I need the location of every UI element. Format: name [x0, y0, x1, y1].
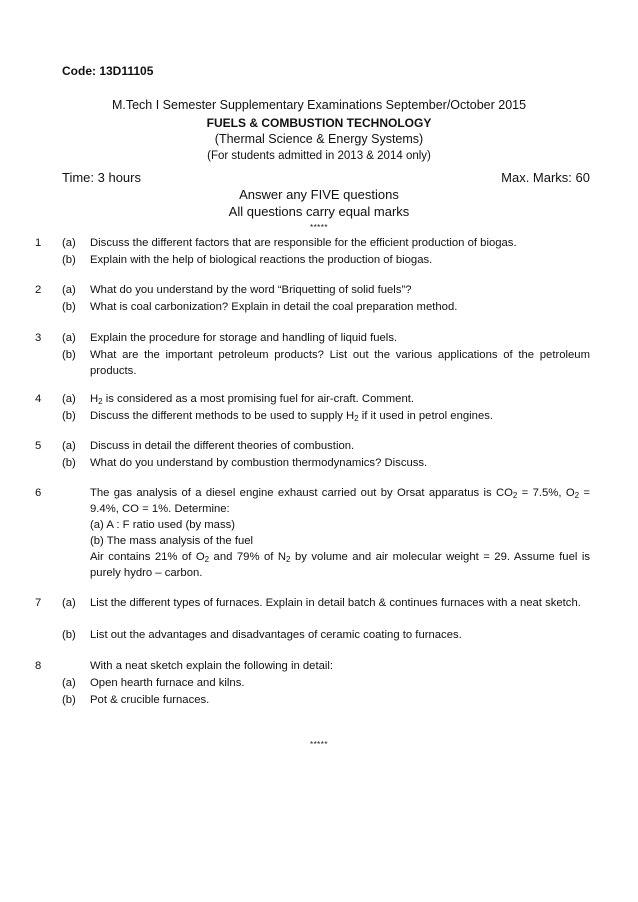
question-4a-text: $H_2$ is considered as a most promising fuel for air-craft. Comment.: [90, 393, 415, 406]
part-label: (a): [62, 284, 76, 296]
question-8a-text: Open hearth furnace and kilns.: [90, 677, 245, 689]
question-6-air-note: Air contains 21% of $O_2$ and 79% of $N_2$ by volume and air molecular weight = 29. Assume fuel is purely hydro – carbon.: [90, 551, 591, 579]
part-label: (a): [62, 332, 76, 344]
admission-note: (For students admitted in 2013 & 2014 only): [207, 150, 431, 162]
part-label: (b): [62, 629, 76, 641]
exam-title: M.Tech I Semester Supplementary Examinations September/October 2015: [111, 98, 527, 112]
question-6-part-b: (b) The mass analysis of the fuel: [90, 535, 254, 547]
question-2b-text: What is coal carbonization? Explain in detail the coal preparation method.: [90, 301, 458, 313]
part-label: (a): [62, 677, 76, 689]
question-number: 2: [35, 284, 42, 296]
question-3a-text: Explain the procedure for storage and handling of liquid fuels.: [90, 332, 398, 344]
question-number: 1: [35, 237, 42, 249]
max-marks: Max. Marks: 60: [501, 170, 590, 185]
question-5b-text: What do you understand by combustion thermodynamics? Discuss.: [90, 457, 428, 469]
question-number: 7: [35, 597, 42, 609]
part-label: (a): [62, 237, 76, 249]
question-3b-text: What are the important petroleum products? List out the various applications of the petroleum products.: [90, 349, 590, 377]
question-6-line-1: The gas analysis of a diesel engine exhaust carried out by Orsat apparatus is $CO_2 = 7.5\%$, $O_2$ =: [90, 487, 590, 500]
part-label: (a): [62, 597, 76, 609]
question-6-line-2: 9.4%, CO = 1%. Determine:: [90, 503, 230, 515]
part-label: (b): [62, 694, 76, 706]
part-label: (b): [62, 254, 76, 266]
footer-separator: *****: [309, 740, 329, 749]
part-label: (a): [62, 393, 76, 405]
time-allowed: Time: 3 hours: [62, 170, 141, 185]
question-7b-text: List out the advantages and disadvantages of ceramic coating to furnaces.: [90, 629, 462, 641]
question-8b-text: Pot & crucible furnaces.: [90, 694, 210, 706]
part-label: (b): [62, 349, 76, 361]
part-label: (a): [62, 440, 76, 452]
question-number: 8: [35, 660, 42, 672]
header-separator: *****: [309, 223, 329, 232]
subject-title: FUELS & COMBUSTION TECHNOLOGY: [206, 116, 432, 130]
question-4b-text: Discuss the different methods to be used to supply $H_2$ if it used in petrol engines.: [90, 410, 494, 423]
question-number: 5: [35, 440, 42, 452]
part-label: (b): [62, 457, 76, 469]
instruction-answer-five: Answer any FIVE questions: [239, 187, 399, 202]
part-label: (b): [62, 410, 76, 422]
part-label: (b): [62, 301, 76, 313]
paper-code: Code: 13D11105: [62, 64, 154, 78]
instruction-equal-marks: All questions carry equal marks: [228, 204, 410, 219]
question-1b-text: Explain with the help of biological reactions the production of biogas.: [90, 254, 433, 266]
question-1a-text: Discuss the different factors that are responsible for the efficient production of biogas.: [90, 237, 517, 249]
question-number: 3: [35, 332, 42, 344]
branch-name: (Thermal Science & Energy Systems): [214, 132, 424, 146]
question-2a-text: What do you understand by the word “Briquetting of solid fuels”?: [90, 284, 412, 296]
question-number: 4: [35, 393, 42, 405]
question-5a-text: Discuss in detail the different theories of combustion.: [90, 440, 355, 452]
question-7a-text: List the different types of furnaces. Explain in detail batch & continues furnaces with a neat sketch.: [90, 597, 581, 609]
question-number: 6: [35, 487, 42, 499]
question-6-part-a: (a) A : F ratio used (by mass): [90, 519, 236, 531]
question-8-intro: With a neat sketch explain the following in detail:: [90, 660, 334, 672]
